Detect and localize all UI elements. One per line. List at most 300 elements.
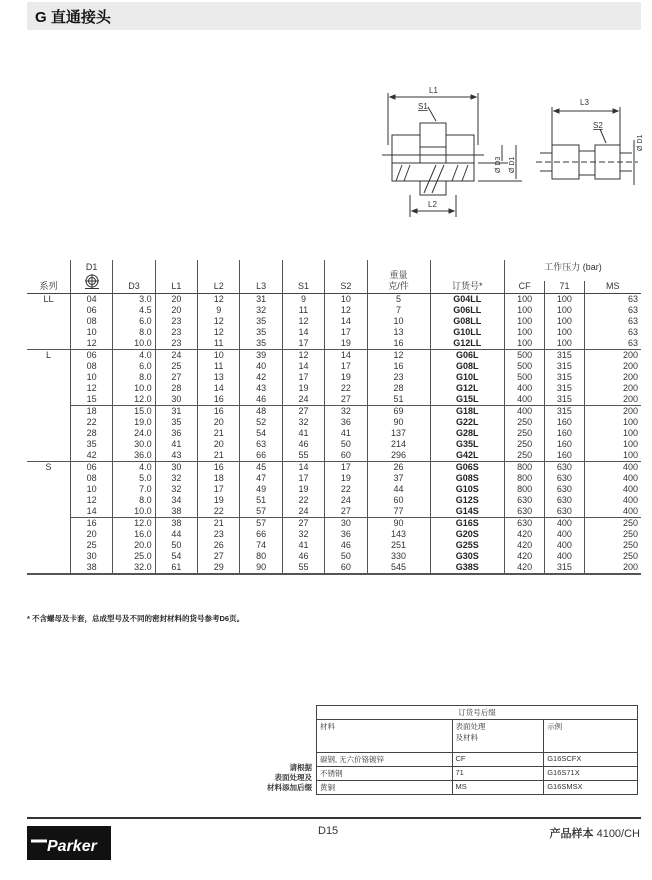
cell-weight: 330 — [367, 551, 430, 562]
cell-order-no: G20S — [430, 529, 504, 540]
cell-s1: 41 — [282, 428, 324, 439]
cell-order-no: G30S — [430, 551, 504, 562]
thread-symbol-icon — [84, 273, 100, 289]
cell-d3: 4.5 — [113, 305, 155, 316]
cell-pressure-ms: 63 — [584, 294, 641, 306]
suffix-code: CF — [452, 753, 544, 767]
cell-weight: 214 — [367, 439, 430, 450]
cell-pressure-cf: 250 — [505, 428, 545, 439]
catalog-number: 4100/CH — [596, 828, 640, 840]
cell-s2: 17 — [325, 327, 367, 338]
cell-d3: 5.0 — [113, 473, 155, 484]
cell-l3: 66 — [240, 450, 282, 462]
cell-s1: 32 — [282, 417, 324, 428]
table-row — [27, 439, 641, 450]
cell-pressure-cf: 420 — [505, 529, 545, 540]
cell-series — [27, 495, 70, 506]
table-row — [27, 305, 641, 316]
table-row — [27, 428, 641, 439]
cell-l3: 45 — [240, 462, 282, 474]
assembled-view-drawing — [536, 107, 638, 185]
cell-l1: 38 — [155, 506, 197, 518]
suffix-material: 碳钢, 无六价铬镀锌 — [317, 753, 453, 767]
cell-l2: 13 — [198, 372, 240, 383]
cell-s2: 60 — [325, 450, 367, 462]
cell-s2: 50 — [325, 439, 367, 450]
cell-l3: 49 — [240, 484, 282, 495]
cell-d1: 12 — [70, 383, 112, 394]
cell-d1: 06 — [70, 462, 112, 474]
cell-pressure-cf: 250 — [505, 439, 545, 450]
cell-l3: 32 — [240, 305, 282, 316]
cell-d1: 08 — [70, 316, 112, 327]
col-header-l1: L1 — [155, 260, 197, 294]
cell-d3: 20.0 — [113, 540, 155, 551]
cell-l3: 42 — [240, 372, 282, 383]
side-note-line: 材料添加后缀 — [267, 783, 312, 792]
cell-l1: 24 — [155, 350, 197, 362]
cell-l3: 35 — [240, 327, 282, 338]
cell-pressure-ms: 250 — [584, 551, 641, 562]
cell-pressure-71: 630 — [545, 506, 584, 518]
cell-s2: 50 — [325, 551, 367, 562]
cell-l2: 10 — [198, 350, 240, 362]
brand-name: Parker — [47, 838, 97, 855]
suffix-code: MS — [452, 781, 544, 795]
table-row — [27, 540, 641, 551]
dimensions-table — [27, 260, 641, 575]
cell-l2: 16 — [198, 394, 240, 406]
cell-d3: 10.0 — [113, 338, 155, 350]
cell-order-no: G42L — [430, 450, 504, 462]
table-row — [27, 506, 641, 518]
cell-pressure-cf: 800 — [505, 462, 545, 474]
cell-pressure-cf: 500 — [505, 372, 545, 383]
fitting-drawing — [380, 85, 645, 220]
cell-s1: 14 — [282, 361, 324, 372]
cell-pressure-71: 315 — [545, 394, 584, 406]
cell-l3: 74 — [240, 540, 282, 551]
table-row — [27, 394, 641, 406]
cell-d3: 16.0 — [113, 529, 155, 540]
cell-pressure-71: 160 — [545, 417, 584, 428]
cell-pressure-ms: 200 — [584, 350, 641, 362]
cell-d3: 4.0 — [113, 462, 155, 474]
cell-weight: 90 — [367, 518, 430, 530]
cell-order-no: G08L — [430, 361, 504, 372]
cell-weight: 13 — [367, 327, 430, 338]
cell-s2: 19 — [325, 473, 367, 484]
cell-s1: 12 — [282, 350, 324, 362]
cell-s1: 17 — [282, 473, 324, 484]
cell-s2: 22 — [325, 484, 367, 495]
cell-d3: 3.0 — [113, 294, 155, 306]
cell-weight: 5 — [367, 294, 430, 306]
cell-d3: 25.0 — [113, 551, 155, 562]
cell-pressure-71: 315 — [545, 350, 584, 362]
cell-weight: 137 — [367, 428, 430, 439]
suffix-row — [317, 753, 638, 767]
suffix-material: 不锈钢 — [317, 767, 453, 781]
cell-weight: 51 — [367, 394, 430, 406]
cell-s1: 32 — [282, 529, 324, 540]
cell-d3: 8.0 — [113, 495, 155, 506]
cell-l1: 32 — [155, 473, 197, 484]
cell-l1: 31 — [155, 406, 197, 418]
cell-pressure-ms: 400 — [584, 473, 641, 484]
cell-s1: 17 — [282, 338, 324, 350]
cell-pressure-71: 100 — [545, 305, 584, 316]
cell-order-no: G12S — [430, 495, 504, 506]
cell-pressure-71: 630 — [545, 495, 584, 506]
cell-s2: 19 — [325, 372, 367, 383]
col-header-order-no: 订货号* — [430, 260, 504, 294]
cell-pressure-71: 160 — [545, 450, 584, 462]
cell-pressure-71: 315 — [545, 372, 584, 383]
table-row — [27, 361, 641, 372]
cell-series: L — [27, 350, 70, 362]
dim-d1-label-assembled: Ø D1 — [637, 134, 644, 151]
cell-l3: 57 — [240, 518, 282, 530]
cell-d3: 19.0 — [113, 417, 155, 428]
cell-order-no: G18L — [430, 406, 504, 418]
cell-pressure-71: 315 — [545, 361, 584, 372]
cell-l3: 52 — [240, 417, 282, 428]
cell-s1: 12 — [282, 316, 324, 327]
cell-l2: 11 — [198, 361, 240, 372]
cell-pressure-ms: 100 — [584, 450, 641, 462]
dim-s2-label: S2 — [593, 121, 603, 130]
cell-s2: 14 — [325, 350, 367, 362]
cell-s1: 17 — [282, 372, 324, 383]
cell-pressure-cf: 420 — [505, 562, 545, 574]
col-header-cf: CF — [505, 281, 545, 294]
cell-series — [27, 394, 70, 406]
cell-pressure-cf: 800 — [505, 484, 545, 495]
cell-l2: 19 — [198, 495, 240, 506]
cell-s2: 36 — [325, 529, 367, 540]
cell-weight: 90 — [367, 417, 430, 428]
cell-l1: 32 — [155, 484, 197, 495]
cell-series — [27, 562, 70, 574]
cell-pressure-71: 160 — [545, 439, 584, 450]
page-number: D15 — [318, 825, 339, 837]
dim-l1-label: L1 — [429, 86, 438, 95]
cell-l2: 11 — [198, 338, 240, 350]
cell-d3: 6.0 — [113, 361, 155, 372]
suffix-side-note — [240, 763, 312, 793]
table-row — [27, 529, 641, 540]
cell-l3: 54 — [240, 428, 282, 439]
cell-s2: 32 — [325, 406, 367, 418]
cell-l3: 90 — [240, 562, 282, 574]
cell-d3: 32.0 — [113, 562, 155, 574]
cell-l2: 17 — [198, 484, 240, 495]
cell-d1: 20 — [70, 529, 112, 540]
cell-d3: 36.0 — [113, 450, 155, 462]
cell-weight: 143 — [367, 529, 430, 540]
cell-l2: 27 — [198, 551, 240, 562]
table-row — [27, 294, 641, 306]
cell-s1: 11 — [282, 305, 324, 316]
cell-l2: 12 — [198, 316, 240, 327]
cell-order-no: G38S — [430, 562, 504, 574]
order-suffix-table — [316, 705, 638, 795]
cell-pressure-cf: 500 — [505, 361, 545, 372]
cell-pressure-ms: 200 — [584, 383, 641, 394]
cell-l2: 16 — [198, 462, 240, 474]
cell-s2: 19 — [325, 338, 367, 350]
cell-d1: 28 — [70, 428, 112, 439]
cell-d3: 12.0 — [113, 518, 155, 530]
cell-s2: 30 — [325, 518, 367, 530]
table-row — [27, 495, 641, 506]
suffix-example: G16SMSX — [544, 781, 638, 795]
col-header-ms: MS — [584, 281, 641, 294]
cell-s1: 14 — [282, 327, 324, 338]
cell-l2: 23 — [198, 529, 240, 540]
cell-d3: 10.0 — [113, 383, 155, 394]
table-row — [27, 383, 641, 394]
cell-series — [27, 383, 70, 394]
table-row — [27, 372, 641, 383]
cell-weight: 251 — [367, 540, 430, 551]
footnote: * 不含螺母及卡套，总成型号及不同的密封材料的货号参考D6页。 — [27, 614, 245, 623]
cell-s1: 27 — [282, 406, 324, 418]
cell-pressure-71: 400 — [545, 518, 584, 530]
cell-pressure-71: 315 — [545, 383, 584, 394]
table-body — [27, 294, 641, 575]
cell-l2: 14 — [198, 383, 240, 394]
cell-pressure-cf: 400 — [505, 406, 545, 418]
cell-pressure-ms: 200 — [584, 372, 641, 383]
cell-s2: 24 — [325, 495, 367, 506]
cell-pressure-cf: 500 — [505, 350, 545, 362]
cell-l3: 31 — [240, 294, 282, 306]
cell-s2: 14 — [325, 316, 367, 327]
cell-pressure-71: 315 — [545, 562, 584, 574]
cell-d1: 38 — [70, 562, 112, 574]
cell-order-no: G35L — [430, 439, 504, 450]
section-title-bar — [27, 2, 641, 30]
cell-series — [27, 506, 70, 518]
cell-series: S — [27, 462, 70, 474]
cell-weight: 296 — [367, 450, 430, 462]
cell-d1: 12 — [70, 495, 112, 506]
col-header-weight — [367, 260, 430, 294]
cell-s2: 41 — [325, 428, 367, 439]
col-header-weight-line2: 克/件 — [388, 281, 409, 291]
suffix-example: G16S71X — [544, 767, 638, 781]
cell-weight: 37 — [367, 473, 430, 484]
cell-pressure-cf: 630 — [505, 506, 545, 518]
suffix-code: 71 — [452, 767, 544, 781]
cell-order-no: G10L — [430, 372, 504, 383]
col-header-d1 — [70, 260, 112, 294]
suffix-example: G16SCFX — [544, 753, 638, 767]
table-row — [27, 484, 641, 495]
side-view-drawing — [382, 93, 522, 217]
cell-series — [27, 551, 70, 562]
cell-s1: 55 — [282, 562, 324, 574]
cell-d1: 12 — [70, 338, 112, 350]
cell-l2: 21 — [198, 518, 240, 530]
cell-d3: 30.0 — [113, 439, 155, 450]
cell-s1: 55 — [282, 450, 324, 462]
dim-l3-label: L3 — [580, 98, 589, 107]
cell-series — [27, 406, 70, 418]
cell-series — [27, 540, 70, 551]
cell-series — [27, 484, 70, 495]
cell-pressure-71: 630 — [545, 473, 584, 484]
cell-l3: 46 — [240, 394, 282, 406]
col-header-d3: D3 — [113, 260, 155, 294]
cell-l1: 44 — [155, 529, 197, 540]
cell-pressure-cf: 100 — [505, 316, 545, 327]
cell-pressure-ms: 400 — [584, 506, 641, 518]
cell-l3: 57 — [240, 506, 282, 518]
cell-d3: 8.0 — [113, 327, 155, 338]
cell-order-no: G15L — [430, 394, 504, 406]
cell-l2: 21 — [198, 450, 240, 462]
cell-weight: 26 — [367, 462, 430, 474]
suffix-header-surface-line1: 表面处理 — [455, 722, 486, 731]
cell-pressure-cf: 630 — [505, 518, 545, 530]
cell-l1: 50 — [155, 540, 197, 551]
cell-order-no: G12L — [430, 383, 504, 394]
cell-d1: 08 — [70, 361, 112, 372]
col-header-s2: S2 — [325, 260, 367, 294]
cell-series — [27, 305, 70, 316]
table-row — [27, 350, 641, 362]
cell-d1: 30 — [70, 551, 112, 562]
cell-l1: 20 — [155, 305, 197, 316]
cell-l1: 27 — [155, 372, 197, 383]
cell-pressure-ms: 100 — [584, 428, 641, 439]
table-row — [27, 562, 641, 574]
cell-pressure-cf: 100 — [505, 327, 545, 338]
cell-d1: 10 — [70, 484, 112, 495]
suffix-header-example: 示例 — [544, 720, 638, 753]
cell-s1: 27 — [282, 518, 324, 530]
cell-d1: 06 — [70, 350, 112, 362]
cell-s1: 14 — [282, 462, 324, 474]
cell-series — [27, 428, 70, 439]
cell-pressure-ms: 200 — [584, 361, 641, 372]
cell-d1: 14 — [70, 506, 112, 518]
cell-l1: 41 — [155, 439, 197, 450]
cell-l3: 40 — [240, 361, 282, 372]
cell-d3: 7.0 — [113, 484, 155, 495]
cell-series — [27, 316, 70, 327]
cell-l1: 43 — [155, 450, 197, 462]
cell-pressure-cf: 420 — [505, 540, 545, 551]
col-header-weight-line1: 重量 — [389, 270, 408, 280]
cell-d1: 10 — [70, 327, 112, 338]
cell-pressure-cf: 100 — [505, 338, 545, 350]
cell-weight: 28 — [367, 383, 430, 394]
cell-series — [27, 518, 70, 530]
cell-l3: 51 — [240, 495, 282, 506]
cell-l1: 35 — [155, 417, 197, 428]
suffix-row — [317, 767, 638, 781]
cell-series — [27, 372, 70, 383]
cell-s2: 17 — [325, 462, 367, 474]
cell-order-no: G06L — [430, 350, 504, 362]
col-header-s1: S1 — [282, 260, 324, 294]
parker-logo — [27, 826, 111, 860]
cell-d1: 22 — [70, 417, 112, 428]
cell-pressure-cf: 250 — [505, 417, 545, 428]
cell-l3: 39 — [240, 350, 282, 362]
cell-pressure-71: 100 — [545, 338, 584, 350]
cell-order-no: G06S — [430, 462, 504, 474]
cell-pressure-cf: 630 — [505, 495, 545, 506]
col-header-71: 71 — [545, 281, 584, 294]
cell-pressure-ms: 200 — [584, 394, 641, 406]
cell-pressure-cf: 800 — [505, 473, 545, 484]
cell-s2: 27 — [325, 394, 367, 406]
cell-order-no: G22L — [430, 417, 504, 428]
cell-d1: 42 — [70, 450, 112, 462]
cell-s2: 46 — [325, 540, 367, 551]
suffix-header-surface-line2: 及材料 — [455, 733, 478, 742]
cell-s1: 24 — [282, 506, 324, 518]
table-row — [27, 316, 641, 327]
cell-series — [27, 338, 70, 350]
cell-pressure-71: 100 — [545, 327, 584, 338]
cell-s1: 46 — [282, 439, 324, 450]
cell-l1: 25 — [155, 361, 197, 372]
cell-weight: 69 — [367, 406, 430, 418]
cell-pressure-ms: 200 — [584, 562, 641, 574]
catalog-reference — [550, 825, 640, 841]
side-note-line: 表面处理及 — [274, 773, 312, 782]
cell-l1: 34 — [155, 495, 197, 506]
cell-l3: 47 — [240, 473, 282, 484]
cell-d3: 10.0 — [113, 506, 155, 518]
cell-series — [27, 473, 70, 484]
cell-pressure-ms: 63 — [584, 316, 641, 327]
catalog-label: 产品样本 — [549, 828, 594, 840]
dim-d1-label: Ø D1 — [509, 156, 516, 173]
col-header-d1-label: D1 — [85, 262, 98, 272]
cell-pressure-71: 160 — [545, 428, 584, 439]
cell-l1: 38 — [155, 518, 197, 530]
cell-series — [27, 327, 70, 338]
cell-s1: 9 — [282, 294, 324, 306]
table-row — [27, 551, 641, 562]
cell-d1: 08 — [70, 473, 112, 484]
cell-l3: 80 — [240, 551, 282, 562]
cell-pressure-71: 630 — [545, 462, 584, 474]
cell-pressure-ms: 250 — [584, 540, 641, 551]
cell-pressure-ms: 100 — [584, 417, 641, 428]
cell-l2: 12 — [198, 327, 240, 338]
cell-s1: 22 — [282, 495, 324, 506]
cell-s2: 17 — [325, 361, 367, 372]
cell-order-no: G08LL — [430, 316, 504, 327]
cell-weight: 16 — [367, 361, 430, 372]
cell-s2: 27 — [325, 506, 367, 518]
cell-pressure-ms: 250 — [584, 529, 641, 540]
cell-pressure-ms: 400 — [584, 484, 641, 495]
cell-d1: 35 — [70, 439, 112, 450]
cell-order-no: G12LL — [430, 338, 504, 350]
cell-pressure-71: 400 — [545, 540, 584, 551]
cell-pressure-cf: 100 — [505, 294, 545, 306]
suffix-table-title: 订货号后缀 — [317, 706, 638, 720]
